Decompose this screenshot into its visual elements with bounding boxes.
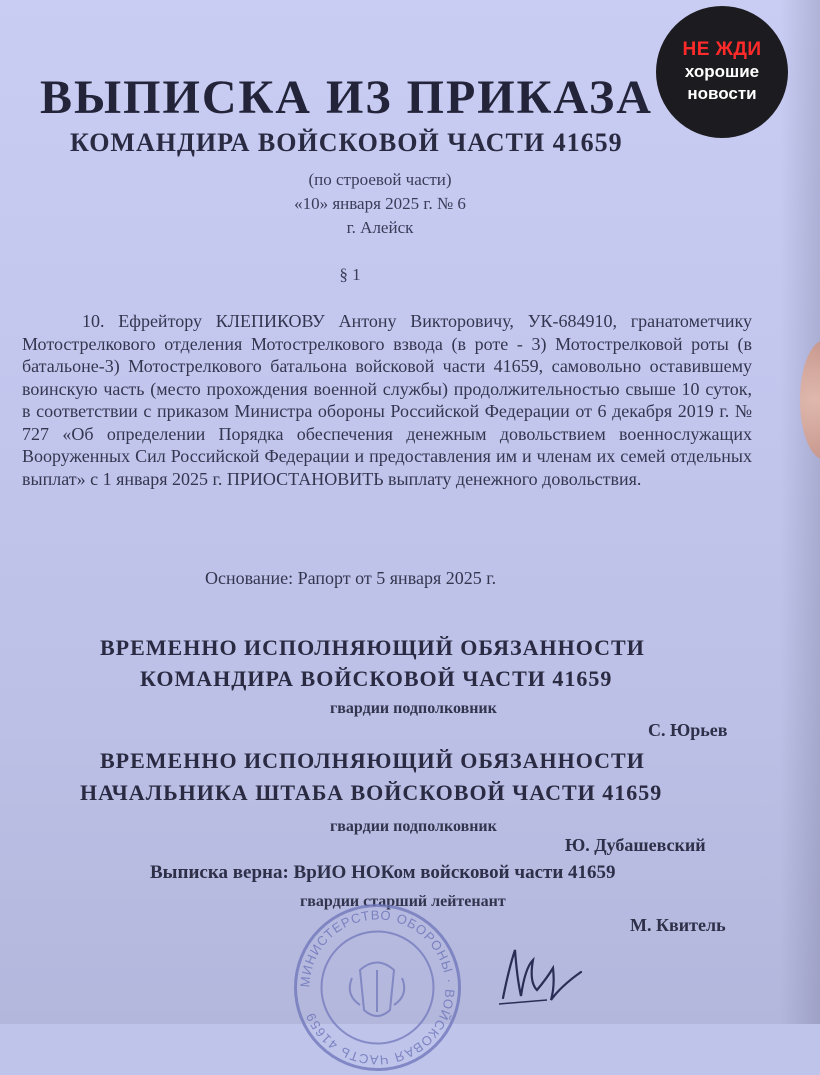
order-date-number: «10» января 2025 г. № 6 — [294, 194, 466, 213]
handwritten-signature — [495, 938, 585, 1010]
certified-line: Выписка верна: ВрИО НОКом войсковой части 41659 — [150, 862, 616, 883]
document-subtitle: КОМАНДИРА ВОЙСКОВОЙ ЧАСТИ 41659 — [70, 128, 623, 157]
commander-rank: гвардии подполковник — [330, 700, 497, 717]
badge-line3: новости — [687, 84, 757, 103]
badge-line1: НЕ ЖДИ — [682, 39, 762, 60]
order-paragraph: 10. Ефрейтору КЛЕПИКОВУ Антону Викторовичу, УК-684910, гранатометчику Мотострелкового отделения Мотострелкового взвода (в роте - 3) Мотострелковой роты (в батальоне-3) Мотострелкового батальона войсковой части 41659, самовольно оставившему воинскую часть (место прохождения военной службы) продолжительностью свыше 10 суток, в соответствии с приказом Министра обороны Российской Федерации от 6 декабря 2019 г. № 727 «Об определении Порядка обеспечения денежным довольствием военнослужащих Вооруженных Сил Российской Федерации и предоставления им и членам их семей отдельных выплат» с 1 января 2025 г. ПРИОСТАНОВИТЬ выплату денежного довольствия. — [22, 311, 752, 489]
certified-name: М. Квитель — [630, 915, 726, 935]
document-title: ВЫПИСКА ИЗ ПРИКАЗА — [40, 71, 653, 124]
page-edge-shadow — [780, 0, 820, 1024]
svg-text:МИНИСТЕРСТВО ОБОРОНЫ · ВОЙСКОВ: МИНИСТЕРСТВО ОБОРОНЫ · ВОЙСКОВАЯ ЧАСТЬ 41659 — [297, 907, 458, 1068]
order-type-note: (по строевой части) — [308, 170, 452, 189]
news-badge-logo — [656, 6, 788, 138]
commander-title-line1: ВРЕМЕННО ИСПОЛНЯЮЩИЙ ОБЯЗАННОСТИ — [100, 635, 645, 660]
official-stamp — [290, 900, 465, 1075]
chief-name: Ю. Дубашевский — [565, 835, 706, 855]
emblem-icon — [350, 963, 404, 1017]
certified-rank: гвардии старший лейтенант — [300, 893, 506, 910]
chief-title-line2: НАЧАЛЬНИКА ШТАБА ВОЙСКОВОЙ ЧАСТИ 41659 — [80, 780, 663, 805]
commander-name: С. Юрьев — [648, 720, 728, 740]
commander-title-line2: КОМАНДИРА ВОЙСКОВОЙ ЧАСТИ 41659 — [140, 666, 613, 691]
chief-rank: гвардии подполковник — [330, 818, 497, 835]
section-marker: § 1 — [339, 265, 361, 284]
order-city: г. Алейск — [346, 218, 414, 237]
order-basis: Основание: Рапорт от 5 января 2025 г. — [205, 568, 497, 588]
chief-title-line1: ВРЕМЕННО ИСПОЛНЯЮЩИЙ ОБЯЗАННОСТИ — [100, 748, 645, 773]
badge-line2: хорошие — [684, 62, 760, 81]
